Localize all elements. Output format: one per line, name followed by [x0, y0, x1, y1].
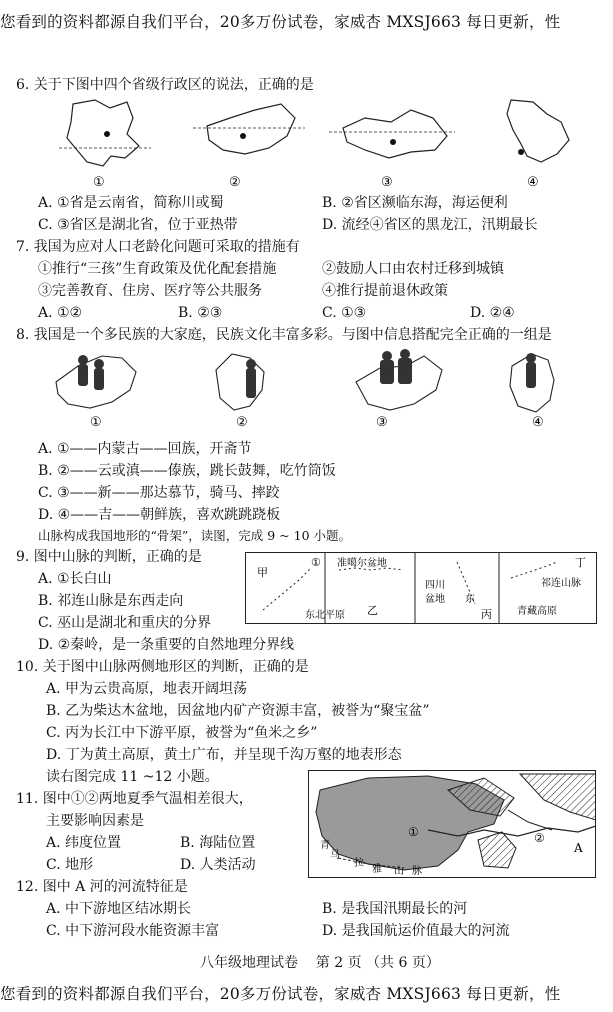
q8-label-1: ①	[90, 415, 102, 430]
mfig-p1-label3: 东北平原	[305, 610, 345, 621]
map11-text-ma: 马	[330, 850, 340, 861]
q8-option-c: C. ③——新——那达慕节，骑马、摔跤	[38, 485, 280, 501]
q11-option-a: A. 纬度位置	[46, 835, 122, 851]
mfig-p3-label2: 盆地	[425, 594, 445, 605]
mfig-p2-label1: 准噶尔盆地	[337, 558, 387, 569]
mfig-p3-label3: 东	[465, 594, 475, 605]
province-map-3	[343, 110, 447, 158]
q11-option-d: D. 人类活动	[180, 857, 256, 873]
mfig-p1-label1: 甲	[257, 566, 268, 579]
mfig-p3-label4: 丙	[481, 608, 492, 621]
q10-option-b: B. 乙为柴达木盆地，因盆地内矿产资源丰富，被誉为“聚宝盆”	[46, 703, 430, 719]
mfig-p2-label2: 乙	[367, 604, 378, 617]
q8-stem: 8. 我国是一个多民族的大家庭，民族文化丰富多彩。与图中信息搭配完全正确的一组是	[16, 327, 552, 343]
q8-label-2: ②	[236, 415, 248, 430]
q6-option-c: C. ③省区是湖北省，位于亚热带	[38, 217, 238, 233]
map11-text-qing: 青	[320, 840, 330, 851]
q11-map	[308, 770, 596, 878]
q12-option-d: D. 是我国航运价值最大的河流	[322, 923, 510, 939]
q6-province-maps	[55, 96, 580, 188]
q7-item-2: ②鼓励人口由农村迁移到城镇	[322, 261, 504, 277]
mountain-range-figure	[245, 552, 597, 624]
banner-top: 您看到的资料都源自我们平台，20多万份试卷，家威杏 MXSJ663 每日更新，性	[0, 13, 561, 31]
mfig-p3-label1: 四川	[425, 580, 445, 591]
q12-option-a: A. 中下游地区结冰期长	[46, 901, 192, 917]
page-footer: 八年级地理试卷 第 2 页 （共 6 页）	[200, 955, 440, 971]
province-map-1	[67, 100, 139, 166]
q6-label-2: ②	[229, 175, 241, 188]
q9-stem: 9. 图中山脉的判断，正确的是	[16, 549, 202, 565]
q6-option-b: B. ②省区濒临东海，海运便利	[322, 195, 508, 211]
q10-option-a: A. 甲为云贵高原，地表开阔坦荡	[46, 681, 248, 697]
q7-item-4: ④推行提前退休政策	[322, 283, 448, 299]
q8-option-a: A. ①——内蒙古——回族，开斋节	[38, 441, 252, 457]
q8-label-4: ④	[532, 415, 544, 430]
q7-item-1: ①推行“三孩”生育政策及优化配套措施	[38, 261, 277, 277]
ethnic-map-2	[216, 354, 264, 410]
q9-option-c: C. 巫山是湖北和重庆的分界	[38, 615, 212, 631]
map11-label-1: ①	[408, 825, 419, 839]
q7-option-a: A. ①②	[38, 305, 83, 321]
map11-text-ya: 雅	[372, 864, 382, 875]
q8-label-3: ③	[376, 415, 388, 430]
map11-text-la: 拉	[354, 858, 364, 869]
q11-option-b: B. 海陆位置	[180, 835, 256, 851]
province-map-2	[207, 104, 295, 154]
q8-option-b: B. ②——云或滇——傣族，跳长鼓舞，吃竹筒饭	[38, 463, 336, 479]
intro-11-12: 读右图完成 11 ~12 小题。	[46, 769, 219, 785]
q12-option-c: C. 中下游河段水能资源丰富	[46, 923, 220, 939]
map11-label-a: A	[574, 841, 583, 855]
q9-option-a: A. ①长白山	[38, 571, 112, 587]
q6-label-3: ③	[381, 175, 393, 188]
mfig-p4-label1: 丁	[575, 556, 586, 569]
q6-stem: 6. 关于下图中四个省级行政区的说法，正确的是	[16, 77, 314, 93]
q7-option-b: B. ②③	[178, 305, 223, 321]
q10-option-d: D. 丁为黄土高原，黄土广布，并呈现千沟万壑的地表形态	[46, 747, 402, 763]
q6-label-1: ①	[93, 175, 105, 188]
q10-stem: 10. 关于图中山脉两侧地形区的判断，正确的是	[16, 659, 309, 675]
banner-bottom: 您看到的资料都源自我们平台，20多万份试卷，家威杏 MXSJ663 每日更新，性	[0, 985, 561, 1003]
map11-label-2: ②	[534, 831, 545, 845]
mfig-p4-label3: 青藏高原	[517, 606, 557, 617]
q9-option-d: D. ②秦岭，是一条重要的自然地理分界线	[38, 637, 295, 653]
q7-item-3: ③完善教育、住房、医疗等公共服务	[38, 283, 262, 299]
q6-option-a: A. ①省是云南省，简称川或蜀	[38, 195, 224, 211]
q11-stem: 11. 图中①②两地夏季气温相差很大，	[16, 791, 253, 807]
q12-stem: 12. 图中 A 河的河流特征是	[16, 879, 188, 895]
q6-option-d: D. 流经④省区的黑龙江，汛期最长	[322, 217, 538, 233]
q8-ethnic-figures	[50, 346, 590, 430]
intro-9-10: 山脉构成我国地形的“骨架”，读图，完成 9 ~ 10 小题。	[38, 528, 352, 543]
map11-text-shan: 山	[394, 866, 404, 877]
mfig-p4-label2: 祁连山脉	[541, 578, 581, 589]
province-map-4	[507, 100, 569, 162]
map11-text-mai: 脉	[412, 866, 422, 877]
q11-stem-2: 主要影响因素是	[46, 813, 144, 829]
q9-option-b: B. 祁连山脉是东西走向	[38, 593, 184, 609]
mfig-p1-label2: ①	[311, 556, 321, 569]
q7-option-d: D. ②④	[470, 305, 515, 321]
q10-option-c: C. 丙为长江中下游平原，被誉为“鱼米之乡”	[46, 725, 318, 741]
q12-option-b: B. 是我国汛期最长的河	[322, 901, 468, 917]
q7-option-c: C. ①③	[322, 305, 367, 321]
q7-stem: 7. 我国为应对人口老龄化问题可采取的措施有	[16, 239, 300, 255]
q8-option-d: D. ④——吉——朝鲜族，喜欢跳跳跷板	[38, 507, 281, 523]
q6-label-4: ④	[527, 175, 539, 188]
q11-option-c: C. 地形	[46, 857, 94, 873]
